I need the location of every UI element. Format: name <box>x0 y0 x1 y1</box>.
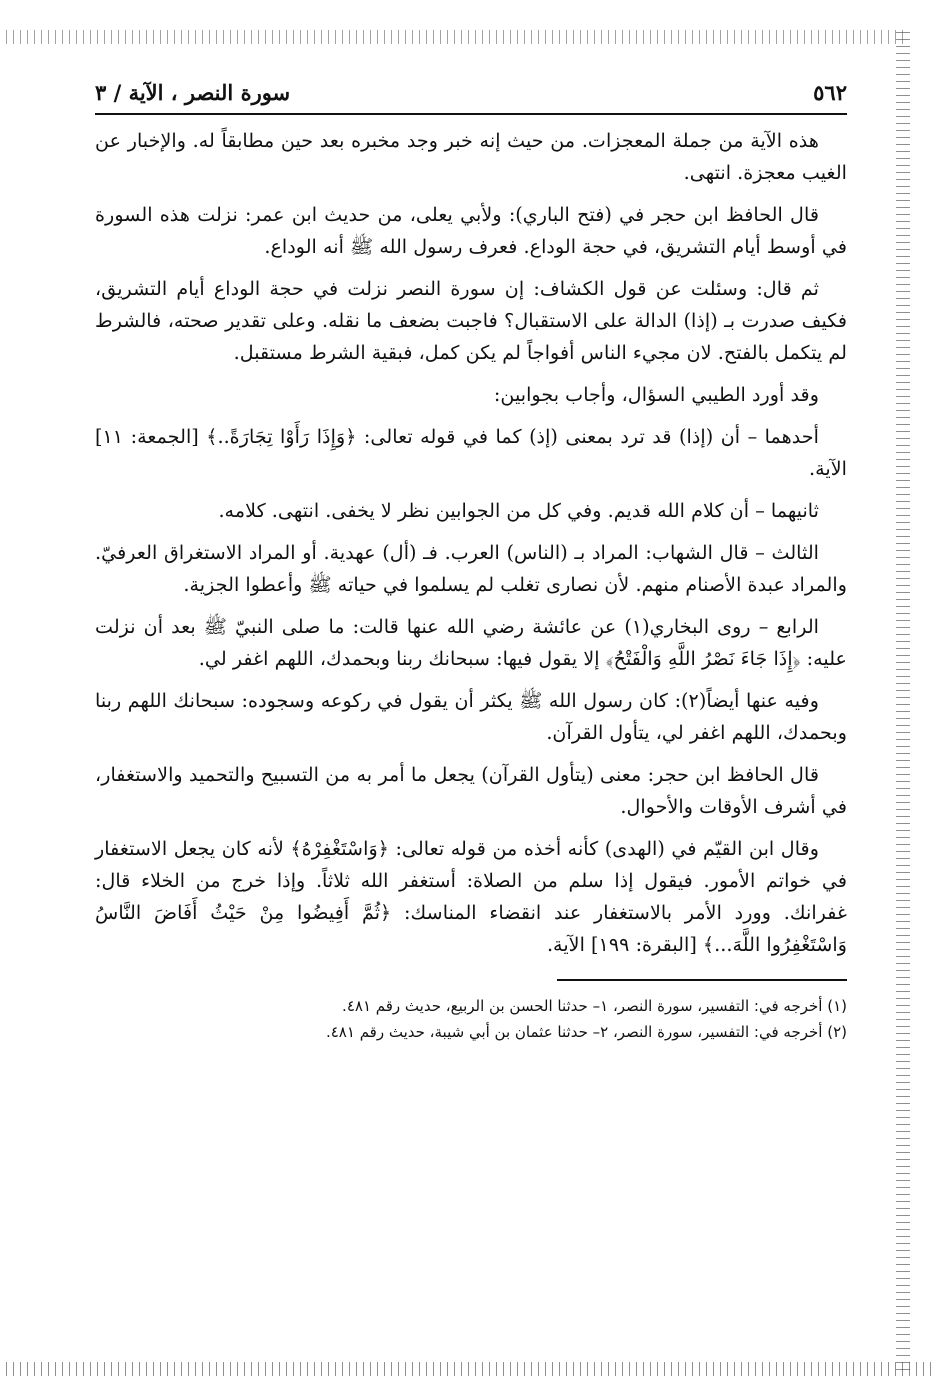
paragraph: هذه الآية من جملة المعجزات. من حيث إنه خبر وجد مخبره بعد حين مطابقاً له. والإخبار عن الغيب معجزة. انتهى. <box>95 129 847 184</box>
paragraph: قال الحافظ ابن حجر في (فتح الباري): ولأبي يعلى، من حديث ابن عمر: نزلت هذه السورة في أوسط أيام التشريق، في حجة الوداع. فعرف رسول الله ﷺ أنه الوداع. <box>95 203 847 258</box>
paragraph: الثالث – قال الشهاب: المراد بـ (الناس) العرب. فـ (أل) عهدية. أو المراد الاستغراق العرفيّ. والمراد عبدة الأصنام منهم. لأن نصارى تغلب لم يسلموا في حياته ﷺ وأعطوا الجزية. <box>95 541 847 596</box>
decorative-border-right <box>896 30 910 1376</box>
running-title: سورة النصر ، الآية / ٣ <box>95 80 291 105</box>
paragraph: وقد أورد الطيبي السؤال، وأجاب بجوابين: <box>493 383 819 406</box>
paragraph: قال الحافظ ابن حجر: معنى (يتأول القرآن) يجعل ما أمر به من التسبيح والتحميد والاستغفار، في أشرف الأوقات والأحوال. <box>95 763 847 818</box>
footnote: (١) أخرجه في: التفسير، سورة النصر، ١– حدثنا الحسن بن الربيع، حديث رقم ٤٨١. <box>342 997 847 1015</box>
paragraph: وفيه عنها أيضاً(٢): كان رسول الله ﷺ يكثر أن يقول في ركوعه وسجوده: سبحانك اللهم ربنا وبحمدك، اللهم اغفر لي، يتأول القرآن. <box>95 689 847 744</box>
paragraph: وقال ابن القيّم في (الهدى) كأنه أخذه من قوله تعالى: ﴿وَاسْتَغْفِرْهُ﴾ لأنه كان يجعل الاستغفار في خواتم الأمور. فيقول إذا سلم من الصلاة: أستغفر الله ثلاثاً. وإذا خرج من الخلاء قال: غفرانك. وورد الأمر بالاستغفار عند انقضاء المناسك: ﴿ثُمَّ أَفِيضُوا مِنْ حَيْثُ أَفَاضَ النَّاسُ وَاسْتَغْفِرُوا اللَّهَ...﴾ [البقرة: ١٩٩] الآية. <box>95 837 847 956</box>
page-content <box>95 80 847 1045</box>
paragraph: ثانيهما – أن كلام الله قديم. وفي كل من الجوابين نظر لا يخفى. انتهى. كلامه. <box>218 499 819 522</box>
decorative-border-bottom <box>0 1362 935 1376</box>
paragraph: أحدهما – أن (إذا) قد ترد بمعنى (إذ) كما في قوله تعالى: ﴿وَإِذَا رَأَوْا تِجَارَةً..﴾ [الجمعة: ١١] الآية. <box>95 425 847 480</box>
decorative-border-top <box>0 30 905 44</box>
page-header <box>95 80 847 115</box>
footnote-divider <box>557 979 847 981</box>
footnote: (٢) أخرجه في: التفسير، سورة النصر، ٢– حدثنا عثمان بن أبي شيبة، حديث رقم ٤٨١. <box>325 1023 847 1041</box>
paragraph: الرابع – روى البخاري(١) عن عائشة رضي الله عنها قالت: ما صلى النبيّ ﷺ بعد أن نزلت عليه: ﴿إِذَا جَاءَ نَصْرُ اللَّهِ وَالْفَتْحُ﴾ إلا يقول فيها: سبحانك ربنا وبحمدك، اللهم اغفر لي. <box>95 615 847 670</box>
page-number: ٥٦٢ <box>813 80 847 105</box>
paragraph: ثم قال: وسئلت عن قول الكشاف: إن سورة النصر نزلت في حجة الوداع أيام التشريق، فكيف صدرت بـ (إذا) الدالة على الاستقبال؟ فاجبت بضعف ما نقله. وعلى تقدير صحته، فالشرط لم يتكمل بالفتح. لان مجيء الناس أفواجاً لم يكن كمل، فبقية الشرط مستقبل. <box>95 277 847 364</box>
